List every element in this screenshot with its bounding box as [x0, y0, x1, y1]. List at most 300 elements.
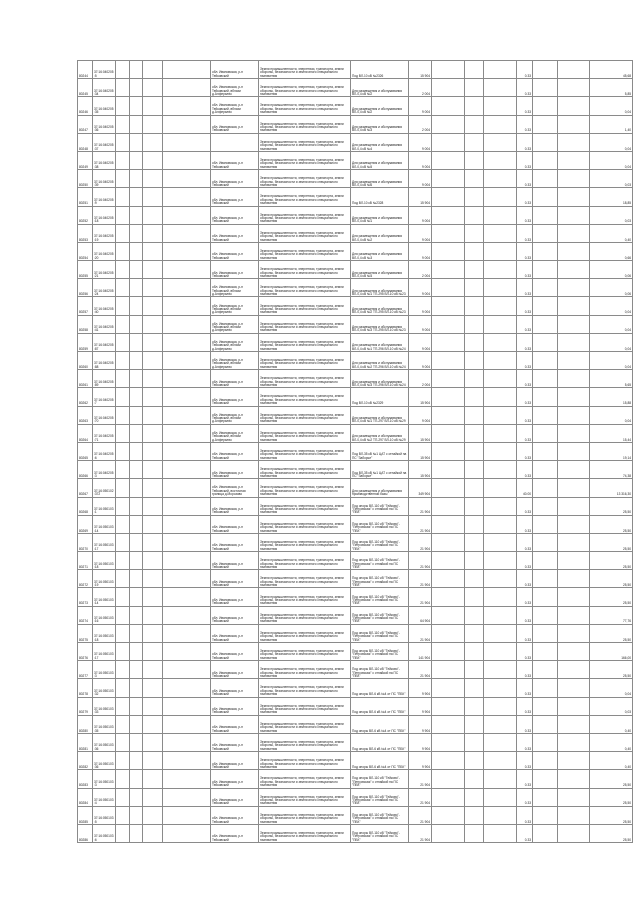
empty-cell: [558, 588, 590, 606]
empty-cell: [465, 370, 484, 388]
permitted-use-cell: Под ВЛ-10 кВ №2326: [351, 61, 409, 79]
cadastral-number: 37:16:050103:14: [93, 588, 116, 606]
area-cell: 9 904: [409, 697, 432, 715]
empty-cell: [116, 224, 130, 242]
empty-cell: [143, 661, 163, 679]
empty-cell: [116, 606, 130, 624]
empty-cell: [484, 697, 517, 715]
empty-cell: [116, 97, 130, 115]
empty-cell: [533, 697, 558, 715]
location-cell: обл. Ивановская, р-н Тейковский: [211, 497, 259, 515]
row-number: 80264: [78, 424, 93, 442]
value-cell: 19,14: [590, 442, 633, 460]
empty-cell: [116, 61, 130, 79]
empty-cell: [163, 624, 211, 642]
land-category-cell: Земли промышленности, энергетики, транспорта, земли обороны, безопасности и земли иного специального назначения: [259, 679, 351, 697]
rate-cell: 0.33: [517, 497, 533, 515]
empty-cell: [558, 479, 590, 497]
rate-cell: 0.33: [517, 279, 533, 297]
empty-cell: [558, 424, 590, 442]
table-row: [78, 479, 633, 497]
empty-cell: [130, 388, 143, 406]
empty-cell: [163, 697, 211, 715]
table-row: [78, 279, 633, 297]
empty-cell: [116, 242, 130, 260]
empty-cell: [116, 133, 130, 151]
empty-cell: [558, 370, 590, 388]
empty-cell: [558, 297, 590, 315]
permitted-use-cell: Для размещения и обслуживания ВЛ-0,4 кВ №4: [351, 261, 409, 279]
area-cell: 21 904: [409, 624, 432, 642]
land-category-cell: Земли промышленности, энергетики, транспорта, земли обороны, безопасности и земли иного специального назначения: [259, 79, 351, 97]
value-cell: 0,06: [590, 261, 633, 279]
area-cell: 9 004: [409, 315, 432, 333]
empty-cell: [143, 206, 163, 224]
empty-cell: [432, 133, 465, 151]
land-category-cell: Земли промышленности, энергетики, транспорта, земли обороны, безопасности и земли иного специального назначения: [259, 479, 351, 497]
empty-cell: [533, 242, 558, 260]
permitted-use-cell: Под ВЛ-10 кВ №2328: [351, 188, 409, 206]
rate-cell: 0.33: [517, 788, 533, 806]
empty-cell: [163, 97, 211, 115]
permitted-use-cell: Для размещения и обслуживания ВЛ-0,4 кВ №1 ТП-296 ВЛ-10 кВ №24: [351, 333, 409, 351]
empty-cell: [484, 61, 517, 79]
empty-cell: [163, 606, 211, 624]
area-cell: 9 904: [409, 715, 432, 733]
empty-cell: [533, 624, 558, 642]
empty-cell: [432, 461, 465, 479]
row-number: 80283: [78, 770, 93, 788]
permitted-use-cell: Для размещения и обслуживания ВЛ-0,4 кВ №2: [351, 224, 409, 242]
empty-cell: [143, 242, 163, 260]
permitted-use-cell: Для размещения и обслуживания ВЛ-0,4 кВ №3 ТП-296 ВЛ-10 кВ №24: [351, 370, 409, 388]
value-cell: 1,40: [590, 115, 633, 133]
rate-cell: 0.33: [517, 661, 533, 679]
rate-cell: 0.33: [517, 733, 533, 751]
empty-cell: [163, 679, 211, 697]
empty-cell: [432, 806, 465, 824]
location-cell: обл. Ивановская, р-н Тейковский: [211, 697, 259, 715]
rate-cell: 0.33: [517, 533, 533, 551]
rate-cell: 0.33: [517, 624, 533, 642]
location-cell: обл. Ивановская, р-н Тейковский: [211, 624, 259, 642]
empty-cell: [116, 515, 130, 533]
permitted-use-cell: Под опоры ВЛ-110 кВ "Тейково"-"Петровская" с отпайкой на ПС "ПБК": [351, 570, 409, 588]
location-cell: обл. Ивановская, р-н Тейковский, вблизи д.Алферьево: [211, 406, 259, 424]
land-category-cell: Земли промышленности, энергетики, транспорта, земли обороны, безопасности и земли иного специального назначения: [259, 170, 351, 188]
empty-cell: [143, 679, 163, 697]
location-cell: обл. Ивановская, р-н Тейковский: [211, 242, 259, 260]
empty-cell: [558, 661, 590, 679]
table-row: [78, 242, 633, 260]
empty-cell: [143, 497, 163, 515]
empty-cell: [143, 715, 163, 733]
row-number: 80256: [78, 279, 93, 297]
value-cell: 15,88: [590, 388, 633, 406]
empty-cell: [143, 424, 163, 442]
empty-cell: [116, 279, 130, 297]
empty-cell: [130, 224, 143, 242]
location-cell: обл. Ивановская, р-н Тейковский: [211, 715, 259, 733]
location-cell: обл. Ивановская, р-н Тейковский: [211, 643, 259, 661]
rate-cell: 0.33: [517, 388, 533, 406]
empty-cell: [533, 406, 558, 424]
cadastral-number: 37:16:040205:87: [93, 333, 116, 351]
empty-cell: [432, 479, 465, 497]
empty-cell: [533, 715, 558, 733]
row-number: 80281: [78, 733, 93, 751]
empty-cell: [432, 206, 465, 224]
empty-cell: [130, 552, 143, 570]
row-number: 80267: [78, 479, 93, 497]
empty-cell: [130, 752, 143, 770]
empty-cell: [130, 661, 143, 679]
value-cell: 5,65: [590, 370, 633, 388]
land-category-cell: Земли промышленности, энергетики, транспорта, земли обороны, безопасности и земли иного специального назначения: [259, 97, 351, 115]
area-cell: 21 904: [409, 661, 432, 679]
empty-cell: [465, 570, 484, 588]
empty-cell: [116, 297, 130, 315]
empty-cell: [533, 643, 558, 661]
empty-cell: [558, 733, 590, 751]
empty-cell: [432, 352, 465, 370]
area-cell: 21 904: [409, 533, 432, 551]
area-cell: 9 004: [409, 352, 432, 370]
location-cell: обл. Ивановская, р-н Тейковский: [211, 752, 259, 770]
empty-cell: [484, 188, 517, 206]
cadastral-number: 37:16:040205:88: [93, 352, 116, 370]
value-cell: 25,50: [590, 552, 633, 570]
land-category-cell: Земли промышленности, энергетики, транспорта, земли обороны, безопасности и земли иного специального назначения: [259, 824, 351, 842]
empty-cell: [432, 424, 465, 442]
row-number: 80275: [78, 624, 93, 642]
empty-cell: [465, 170, 484, 188]
row-number: 80253: [78, 224, 93, 242]
rate-cell: 0.33: [517, 61, 533, 79]
empty-cell: [558, 533, 590, 551]
value-cell: 0,04: [590, 315, 633, 333]
empty-cell: [465, 279, 484, 297]
value-cell: 25,50: [590, 588, 633, 606]
empty-cell: [163, 261, 211, 279]
empty-cell: [130, 770, 143, 788]
empty-cell: [465, 788, 484, 806]
empty-cell: [130, 788, 143, 806]
table-row: [78, 770, 633, 788]
empty-cell: [484, 352, 517, 370]
table-row: [78, 661, 633, 679]
empty-cell: [558, 97, 590, 115]
rate-cell: 0.33: [517, 715, 533, 733]
empty-cell: [465, 824, 484, 842]
empty-cell: [432, 97, 465, 115]
empty-cell: [533, 770, 558, 788]
row-number: 80279: [78, 697, 93, 715]
rate-cell: 0.33: [517, 424, 533, 442]
empty-cell: [163, 588, 211, 606]
value-cell: 13 316,30: [590, 479, 633, 497]
rate-cell: 0.33: [517, 261, 533, 279]
cadastral-number: 37:16:040205:6: [93, 442, 116, 460]
empty-cell: [533, 61, 558, 79]
empty-cell: [465, 479, 484, 497]
empty-cell: [558, 752, 590, 770]
empty-cell: [533, 151, 558, 169]
empty-cell: [484, 151, 517, 169]
empty-cell: [533, 388, 558, 406]
cadastral-number: 37:16:040205:41: [93, 315, 116, 333]
cadastral-number: 37:16:040205:37: [93, 133, 116, 151]
row-number: 80270: [78, 533, 93, 551]
empty-cell: [143, 151, 163, 169]
empty-cell: [163, 224, 211, 242]
value-cell: 0,04: [590, 133, 633, 151]
empty-cell: [533, 788, 558, 806]
rate-cell: 0.33: [517, 133, 533, 151]
table-row: [78, 461, 633, 479]
area-cell: 21 904: [409, 552, 432, 570]
empty-cell: [558, 442, 590, 460]
empty-cell: [558, 824, 590, 842]
area-cell: 21 904: [409, 588, 432, 606]
empty-cell: [558, 151, 590, 169]
empty-cell: [484, 533, 517, 551]
empty-cell: [484, 206, 517, 224]
empty-cell: [116, 697, 130, 715]
empty-cell: [143, 315, 163, 333]
value-cell: 0,40: [590, 224, 633, 242]
empty-cell: [533, 552, 558, 570]
permitted-use-cell: Для размещения и обслуживания ВЛ-0,4 кВ №5: [351, 151, 409, 169]
location-cell: обл. Ивановская, р-н Тейковский, вблизи д.Алферьево: [211, 424, 259, 442]
cadastral-number: 37:16:040205:24: [93, 279, 116, 297]
cadastral-number: 37:16:050102:372: [93, 479, 116, 497]
empty-cell: [465, 261, 484, 279]
permitted-use-cell: Под опоры ВЛ-110 кВ "Тейково"-"Петровская" с отпайкой на ПС "ПБК": [351, 661, 409, 679]
empty-cell: [558, 806, 590, 824]
empty-cell: [143, 224, 163, 242]
empty-cell: [143, 606, 163, 624]
location-cell: обл. Ивановская, р-н Тейковский, вблизи д.Алферьево: [211, 297, 259, 315]
value-cell: 0,40: [590, 715, 633, 733]
empty-cell: [130, 279, 143, 297]
empty-cell: [558, 279, 590, 297]
land-category-cell: Земли промышленности, энергетики, транспорта, земли обороны, безопасности и земли иного специального назначения: [259, 770, 351, 788]
empty-cell: [533, 824, 558, 842]
rate-cell: 0.33: [517, 188, 533, 206]
empty-cell: [558, 715, 590, 733]
permitted-use-cell: Для размещения и обслуживания ВЛ-0,4 кВ №3: [351, 115, 409, 133]
row-number: 80280: [78, 715, 93, 733]
permitted-use-cell: Для размещения и обслуживания ВЛ-0,4 кВ №3 ТП-295 ВЛ-10 кВ №23: [351, 315, 409, 333]
area-cell: 21 904: [409, 788, 432, 806]
location-cell: обл. Ивановская, р-н Тейковский: [211, 679, 259, 697]
row-number: 80246: [78, 97, 93, 115]
land-category-cell: Земли промышленности, энергетики, транспорта, земли обороны, безопасности и земли иного специального назначения: [259, 206, 351, 224]
permitted-use-cell: Под ВЛ-10 кВ №2329: [351, 388, 409, 406]
empty-cell: [533, 97, 558, 115]
land-register-table: [77, 60, 633, 843]
land-category-cell: Земли промышленности, энергетики, транспорта, земли обороны, безопасности и земли иного специального назначения: [259, 643, 351, 661]
cadastral-number: 37:16:040205:7: [93, 388, 116, 406]
value-cell: 25,50: [590, 533, 633, 551]
land-category-cell: Земли промышленности, энергетики, транспорта, земли обороны, безопасности и земли иного специального назначения: [259, 515, 351, 533]
empty-cell: [116, 461, 130, 479]
cadastral-number: 37:16:050103:19: [93, 570, 116, 588]
empty-cell: [116, 788, 130, 806]
empty-cell: [484, 643, 517, 661]
table-row: [78, 97, 633, 115]
cadastral-number: 37:16:040205:39: [93, 170, 116, 188]
permitted-use-cell: Для размещения и обслуживания ВЛ-0,4 кВ №6: [351, 170, 409, 188]
empty-cell: [558, 170, 590, 188]
table-row: [78, 606, 633, 624]
location-cell: обл. Ивановская, р-н Тейковский: [211, 515, 259, 533]
area-cell: 9 004: [409, 206, 432, 224]
empty-cell: [143, 515, 163, 533]
location-cell: обл. Ивановская, р-н Тейковский: [211, 661, 259, 679]
empty-cell: [116, 552, 130, 570]
empty-cell: [116, 170, 130, 188]
empty-cell: [558, 570, 590, 588]
empty-cell: [533, 497, 558, 515]
rate-cell: 0.33: [517, 297, 533, 315]
table-row: [78, 715, 633, 733]
table-row: [78, 533, 633, 551]
empty-cell: [163, 151, 211, 169]
empty-cell: [484, 442, 517, 460]
empty-cell: [116, 497, 130, 515]
row-number: 80261: [78, 370, 93, 388]
empty-cell: [558, 643, 590, 661]
permitted-use-cell: Под опоры ВЛ-110 кВ "Тейково"-"Петровская" с отпайкой на ПС "ПБК": [351, 588, 409, 606]
empty-cell: [432, 679, 465, 697]
empty-cell: [533, 533, 558, 551]
empty-cell: [465, 242, 484, 260]
empty-cell: [143, 115, 163, 133]
cadastral-number: 37:16:040205:70: [93, 406, 116, 424]
land-category-cell: Земли промышленности, энергетики, транспорта, земли обороны, безопасности и земли иного специального назначения: [259, 297, 351, 315]
empty-cell: [163, 206, 211, 224]
empty-cell: [484, 624, 517, 642]
value-cell: 166,00: [590, 643, 633, 661]
empty-cell: [465, 697, 484, 715]
land-category-cell: Земли промышленности, энергетики, транспорта, земли обороны, безопасности и земли иного специального назначения: [259, 261, 351, 279]
rate-cell: 40.00: [517, 479, 533, 497]
empty-cell: [432, 242, 465, 260]
table-row: [78, 824, 633, 842]
empty-cell: [432, 170, 465, 188]
empty-cell: [130, 824, 143, 842]
empty-cell: [130, 606, 143, 624]
table-row: [78, 442, 633, 460]
empty-cell: [465, 624, 484, 642]
rate-cell: 0.33: [517, 315, 533, 333]
area-cell: 21 904: [409, 515, 432, 533]
empty-cell: [432, 715, 465, 733]
empty-cell: [533, 679, 558, 697]
land-category-cell: Земли промышленности, энергетики, транспорта, земли обороны, безопасности и земли иного специального назначения: [259, 624, 351, 642]
empty-cell: [484, 824, 517, 842]
location-cell: обл. Ивановская, р-н Тейковский: [211, 461, 259, 479]
empty-cell: [432, 406, 465, 424]
empty-cell: [143, 133, 163, 151]
empty-cell: [465, 206, 484, 224]
table-row: [78, 552, 633, 570]
permitted-use-cell: Для размещения и обслуживания ВЛ-0,4 кВ №2 ТП-297 ВЛ-10 кВ №29: [351, 424, 409, 442]
empty-cell: [116, 424, 130, 442]
value-cell: 0,04: [590, 406, 633, 424]
empty-cell: [432, 297, 465, 315]
empty-cell: [484, 79, 517, 97]
empty-cell: [432, 388, 465, 406]
table-row: [78, 806, 633, 824]
table-row: [78, 406, 633, 424]
empty-cell: [465, 333, 484, 351]
cadastral-number: 37:16:040205:18: [93, 206, 116, 224]
empty-cell: [163, 352, 211, 370]
empty-cell: [143, 370, 163, 388]
empty-cell: [116, 770, 130, 788]
empty-cell: [558, 388, 590, 406]
empty-cell: [143, 188, 163, 206]
permitted-use-cell: Для размещения и обслуживания ВЛ-0,4 кВ №2 ТП-296 ВЛ-10 кВ №24: [351, 352, 409, 370]
empty-cell: [116, 824, 130, 842]
empty-cell: [465, 424, 484, 442]
empty-cell: [116, 570, 130, 588]
row-number: 80284: [78, 788, 93, 806]
empty-cell: [432, 643, 465, 661]
empty-cell: [558, 406, 590, 424]
empty-cell: [465, 388, 484, 406]
row-number: 80274: [78, 606, 93, 624]
empty-cell: [484, 661, 517, 679]
location-cell: обл. Ивановская, р-н Тейковский: [211, 370, 259, 388]
cadastral-number: 37:16:040205:40: [93, 297, 116, 315]
cadastral-number: 37:16:050103:4: [93, 788, 116, 806]
location-cell: обл. Ивановская, р-н Тейковский: [211, 770, 259, 788]
rate-cell: 0.33: [517, 643, 533, 661]
empty-cell: [163, 770, 211, 788]
location-cell: обл. Ивановская, р-н Тейковский, вблизи д.Алферьево: [211, 79, 259, 97]
land-category-cell: Земли промышленности, энергетики, транспорта, земли обороны, безопасности и земли иного специального назначения: [259, 370, 351, 388]
empty-cell: [484, 770, 517, 788]
value-cell: 0,03: [590, 697, 633, 715]
empty-cell: [432, 588, 465, 606]
empty-cell: [465, 733, 484, 751]
table-row: [78, 679, 633, 697]
rate-cell: 0.33: [517, 242, 533, 260]
empty-cell: [130, 151, 143, 169]
cadastral-number: 37:16:050103:17: [93, 643, 116, 661]
row-number: 80262: [78, 388, 93, 406]
value-cell: 0,03: [590, 170, 633, 188]
empty-cell: [143, 643, 163, 661]
rate-cell: 0.33: [517, 552, 533, 570]
table-row: [78, 133, 633, 151]
empty-cell: [465, 770, 484, 788]
land-category-cell: Земли промышленности, энергетики, транспорта, земли обороны, безопасности и земли иного специального назначения: [259, 661, 351, 679]
permitted-use-cell: Под опоры ВЛ-6 кВ №4 от ПС "ПБК": [351, 679, 409, 697]
row-number: 80259: [78, 333, 93, 351]
empty-cell: [484, 461, 517, 479]
table-row: [78, 224, 633, 242]
location-cell: обл. Ивановская, р-н Тейковский, вблизи д.Алферьево: [211, 352, 259, 370]
value-cell: 5,85: [590, 79, 633, 97]
empty-cell: [143, 461, 163, 479]
cadastral-number: 37:16:040205:36: [93, 115, 116, 133]
empty-cell: [465, 461, 484, 479]
